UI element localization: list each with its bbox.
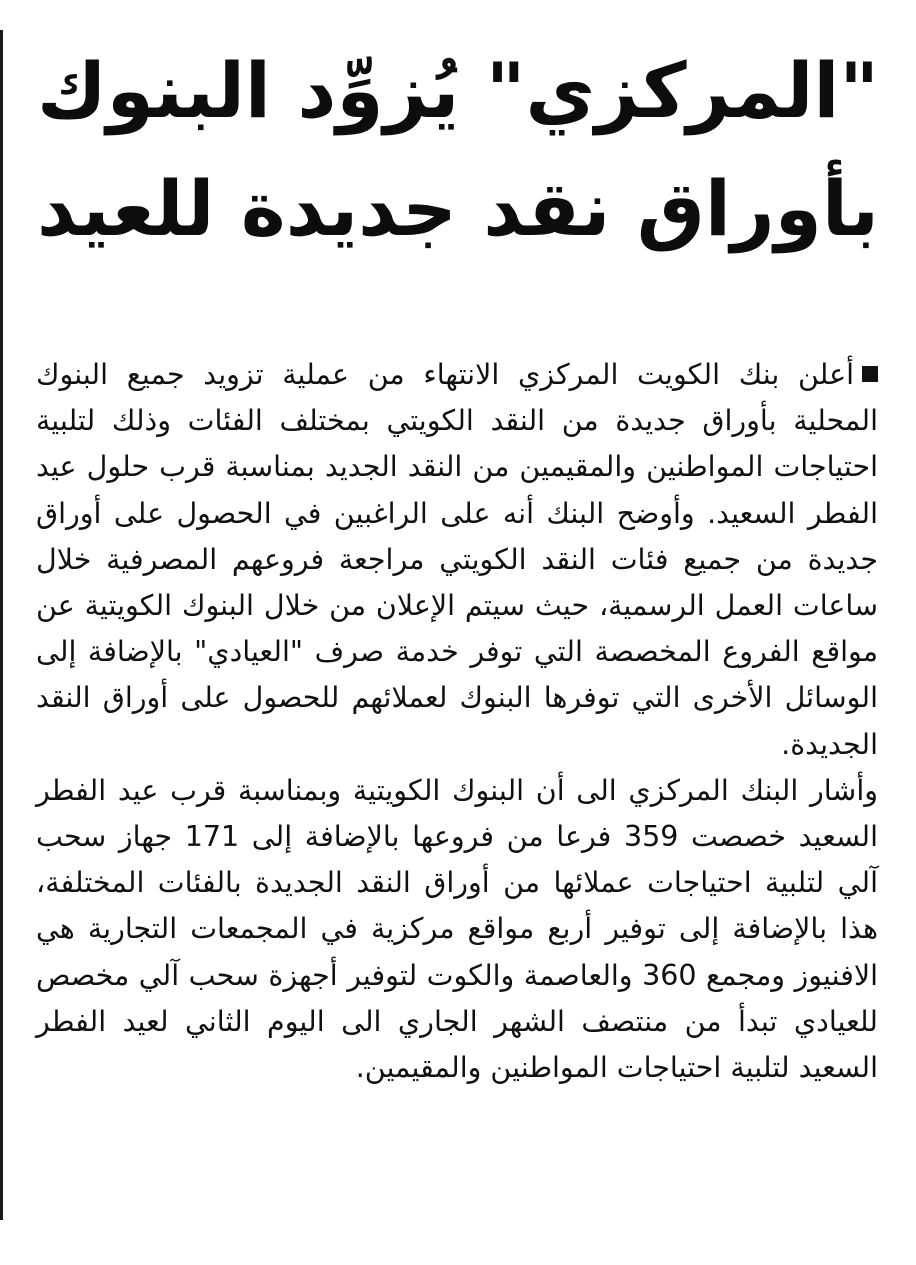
headline-line-1: "المركزي" يُزوِّد البنوك — [36, 46, 880, 135]
square-bullet-icon — [862, 366, 878, 382]
headline-line-2: بأوراق نقد جديدة للعيد — [37, 164, 879, 253]
paragraph-1-text: أعلن بنك الكويت المركزي الانتهاء من عملية تزويد جميع البنوك المحلية بأوراق جديدة من النقد الكويتي بمختلف الفئات وذلك لتلبية احتياجات المواطنين والمقيمين من النقد الجديد بمناسبة قرب حلول عيد الفطر السعيد. وأوضح البنك أنه على الراغبين في الحصول على أوراق جديدة من جميع فئات النقد الكويتي مراجعة فروعهم المصرفية خلال ساعات العمل الرسمية، حيث سيتم الإعلان من خلال البنوك الكويتية عن مواقع الفروع المخصصة التي توفر خدمة صرف "العيادي" بالإضافة إلى الوسائل الأخرى التي توفرها البنوك لعملائهم للحصول على أوراق النقد الجديدة. — [36, 358, 878, 761]
article-paragraph-1 — [36, 352, 878, 768]
article-body — [36, 352, 878, 1091]
article-paragraph-2: وأشار البنك المركزي الى أن البنوك الكويتية وبمناسبة قرب عيد الفطر السعيد خصصت 359 فرعا من فروعها بالإضافة إلى 171 جهاز سحب آلي لتلبية احتياجات عملائها من أوراق النقد الجديدة بالفئات المختلفة، هذا بالإضافة إلى توفير أربع مواقع مركزية في المجمعات التجارية هي الافنيوز ومجمع 360 والعاصمة والكوت لتوفير أجهزة سحب آلي مخصص للعيادي تبدأ من منتصف الشهر الجاري الى اليوم الثاني لعيد الفطر السعيد لتلبية احتياجات المواطنين والمقيمين. — [36, 773, 879, 1085]
column-divider-line — [0, 30, 3, 1220]
headline — [30, 32, 886, 268]
